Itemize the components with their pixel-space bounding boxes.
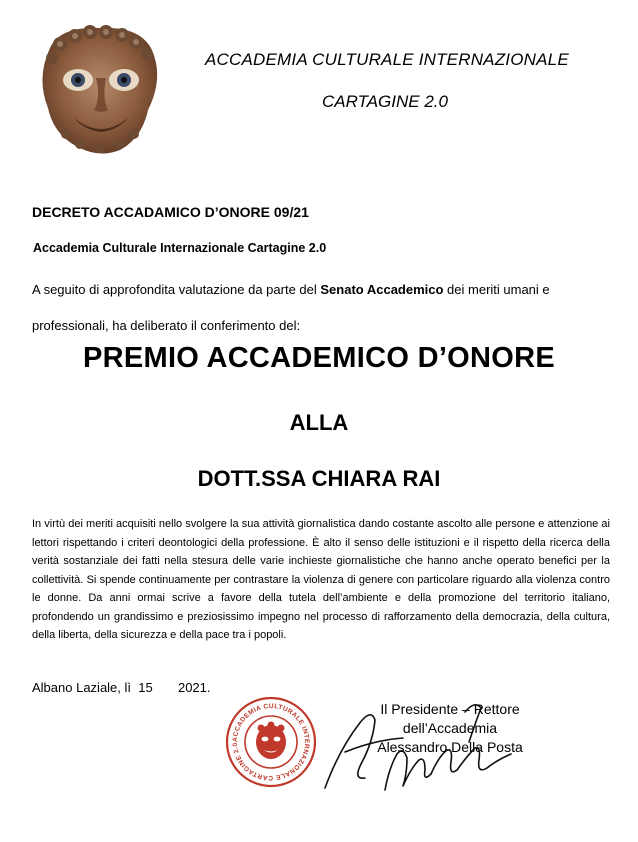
signer-organization: dell’Accademia bbox=[402, 720, 498, 736]
intro-text-after: dei meriti umani e professionali, ha deliberato il conferimento del: bbox=[32, 282, 550, 333]
academy-line: Accademia Culturale Internazionale Cartagine 2.0 bbox=[33, 241, 327, 255]
award-preposition: ALLA bbox=[289, 410, 349, 435]
signer-role: Il Presidente – Rettore bbox=[380, 701, 520, 717]
decree-title: DECRETO ACCADAMICO D’ONORE 09/21 bbox=[32, 204, 309, 220]
stamp-text: ACCADEMIA CULTURALE INTERNAZIONALE CARTAGINE 2.0 bbox=[231, 702, 311, 782]
award-title: PREMIO ACCADEMICO D’ONORE bbox=[82, 342, 556, 374]
signer-name: Alessandro Della Posta bbox=[377, 739, 523, 755]
place-date: Albano Laziale, lì 15 2021. bbox=[32, 680, 211, 695]
academy-subname: CARTAGINE 2.0 bbox=[322, 92, 448, 111]
intro-paragraph bbox=[32, 272, 617, 344]
senate-name: Senato Accademico bbox=[320, 282, 444, 297]
intro-text-before: A seguito di approfondita valutazione da parte del bbox=[32, 282, 321, 297]
recipient-name: DOTT.SSA CHIARA RAI bbox=[197, 466, 441, 491]
signature-block bbox=[340, 700, 560, 757]
academy-name: ACCADEMIA CULTURALE INTERNAZIONALE bbox=[205, 50, 569, 69]
terracotta-mask-icon bbox=[30, 18, 168, 158]
stamp-seal-icon bbox=[225, 696, 317, 788]
motivation-paragraph: In virtù dei meriti acquisiti nello svolgere la sua attività giornalistica dando costante ascolto alle persone e attenzione ai lettori rispettando i criteri deontologici della professione. È alto il senso delle istituzioni e il rispetto della ricerca della verità sostanziale dei fatti nella stesura delle varie inchieste giornalistiche che hanno anche operato benefici per la collettività. Si spende continuamente per contrastare la violenza di genere con particolare riguardo alla violenza contro le donne. Da anni ormai scrive a favore della tutela dell’ambiente e della promozione del territorio italiano, profondendo un grandissimo e preziosissimo impegno nel processo di rafforzamento della democrazia, della cultura, della liberta, della sicurezza e della pace tra i popoli. bbox=[32, 518, 610, 641]
